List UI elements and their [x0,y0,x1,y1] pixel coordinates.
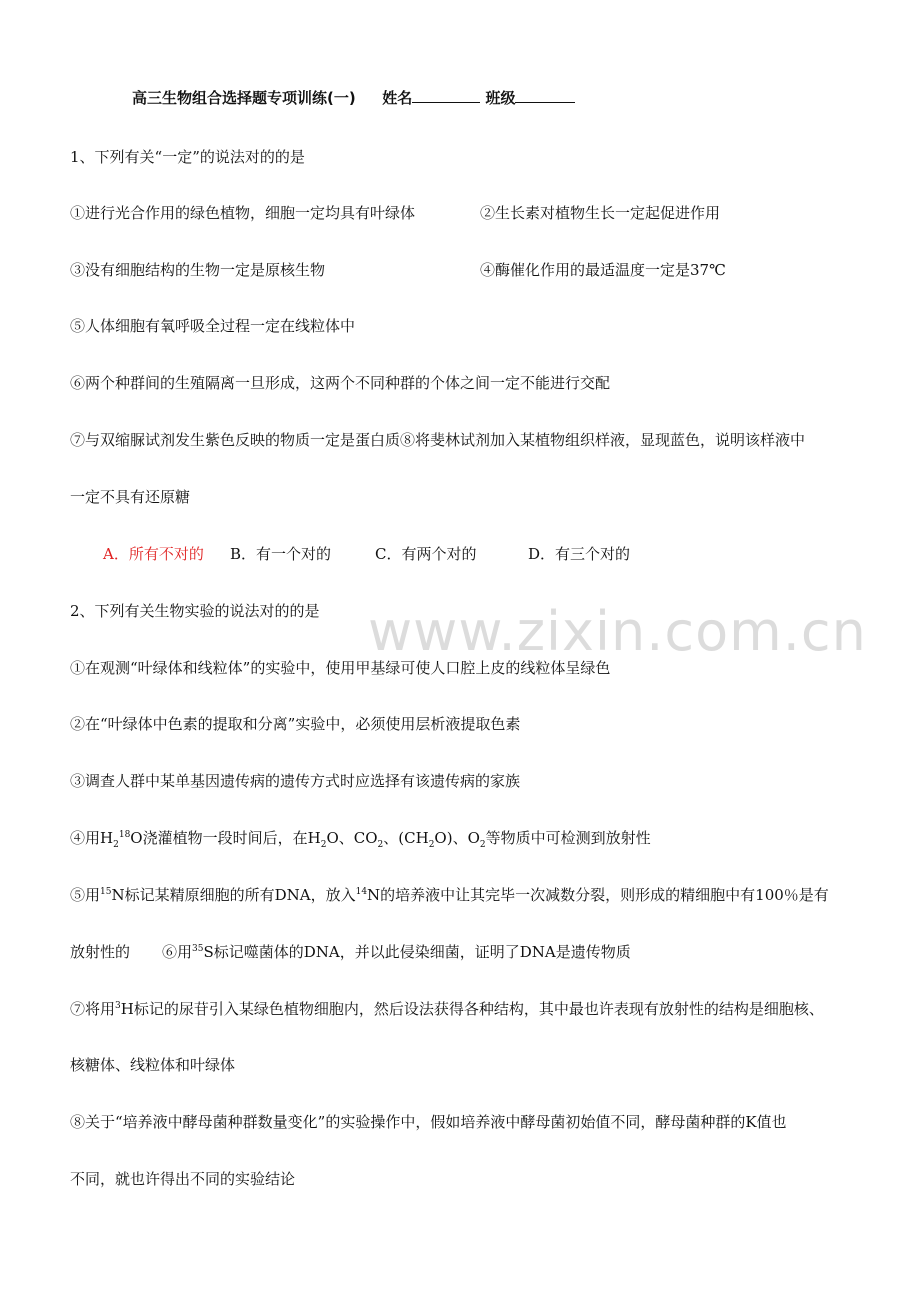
q1-stem: 1、下列有关“一定”的说法对的的是 [70,148,305,166]
q2-item-5 [70,885,829,905]
q2-item-4 [70,828,651,848]
watermark: www.zixin.com.cn [368,600,867,663]
title-text: 高三生物组合选择题专项训练(一) [132,89,356,107]
q1-item-1: ①进行光合作用的绿色植物，细胞一定均具有叶绿体 [70,204,416,222]
q2-item-6-part: ⑥用 [162,943,193,961]
q2-item-5-6 [70,942,631,962]
q2-item-4-part: 等物质中可检测到放射性 [485,829,651,847]
q2-item-5-cont: 放射性的 [70,943,131,961]
q2-item-4-sub: 2 [377,840,384,850]
q2-item-7-part: ⑦将用 [70,1000,116,1018]
q2-item-5-part: N标记某精原细胞的所有DNA，放入 [111,886,356,904]
q2-item-5-sup: 15 [100,887,112,897]
q2-item-4-sub: 2 [428,840,435,850]
q2-item-7-cont: 核糖体、线粒体和叶绿体 [70,1056,236,1074]
q2-item-4-part: 浇灌植物一段时间后，在 [142,829,308,847]
q2-item-7-part: H标记的尿苷引入某绿色植物细胞内，然后设法获得各种结构，其中最也许表现有放射性的结构是细胞核、 [120,1000,824,1018]
q2-item-4-part: O、CO [326,829,378,847]
q1-item-2: ②生长素对植物生长一定起促进作用 [480,204,721,222]
q2-item-6-part: S标记噬菌体的DNA，并以此侵染细菌，证明了DNA是遗传物质 [203,943,631,961]
q1-item-7-8: ⑦与双缩脲试剂发生紫色反映的物质一定是蛋白质⑧将斐林试剂加入某植物组织样液，显现蓝色，说明该样液中 [70,431,806,449]
q1-item-3: ③没有细胞结构的生物一定是原核生物 [70,261,326,279]
q2-item-6-sup: 35 [192,944,204,954]
q2-item-1: ①在观测“叶绿体和线粒体”的实验中，使用甲基绿可使人口腔上皮的线粒体呈绿色 [70,659,611,677]
class-label: 班级 [485,89,516,107]
name-blank [412,88,480,103]
q2-item-8-cont: 不同，就也许得出不同的实验结论 [70,1170,296,1188]
q2-item-4-part: H [100,829,114,847]
q2-item-5-part: ⑤用 [70,886,101,904]
q2-item-5-sup: 14 [355,887,368,897]
q2-item-4-part: O)、O [434,829,480,847]
q2-item-4-part: ④用 [70,829,101,847]
q1-item-5: ⑤人体细胞有氧呼吸全过程一定在线粒体中 [70,317,356,335]
q1-option-d: D．有三个对的 [528,545,631,563]
q2-item-8: ⑧关于“培养液中酵母菌种群数量变化”的实验操作中，假如培养液中酵母菌初始值不同，酵母菌种群的K值也 [70,1113,787,1131]
name-label: 姓名 [382,89,413,107]
worksheet-title [132,88,575,108]
q2-item-2: ②在“叶绿体中色素的提取和分离”实验中，必须使用层析液提取色素 [70,715,521,733]
q1-option-b: B．有一个对的 [230,545,332,563]
q2-item-4-sub: 2 [113,840,119,850]
q2-item-4-sub: 2 [479,840,486,850]
q2-item-4-part: H [307,829,321,847]
q1-option-a: A．所有不对的 [103,545,204,563]
q2-item-7 [70,999,824,1019]
q1-item-6: ⑥两个种群间的生殖隔离一旦形成，这两个不同种群的个体之间一定不能进行交配 [70,374,611,392]
q2-item-4-sup: 18 [118,830,131,840]
q2-item-7-sup: 3 [115,1001,121,1011]
q2-stem: 2、下列有关生物实验的说法对的的是 [70,602,320,620]
q2-item-5-part: N的培养液中让其完毕一次减数分裂，则形成的精细胞中有100％是有 [367,886,829,904]
q2-item-4-sub: 2 [320,840,327,850]
q2-item-3: ③调查人群中某单基因遗传病的遗传方式时应选择有该遗传病的家族 [70,772,521,790]
q1-item-4: ④酶催化作用的最适温度一定是37℃ [480,261,726,279]
q1-option-c: C．有两个对的 [375,545,477,563]
q1-item-8-cont: 一定不具有还原糖 [70,488,191,506]
q2-item-4-part: O [130,829,143,847]
class-blank [515,88,575,103]
q2-item-4-part: 、(CH [383,829,429,847]
